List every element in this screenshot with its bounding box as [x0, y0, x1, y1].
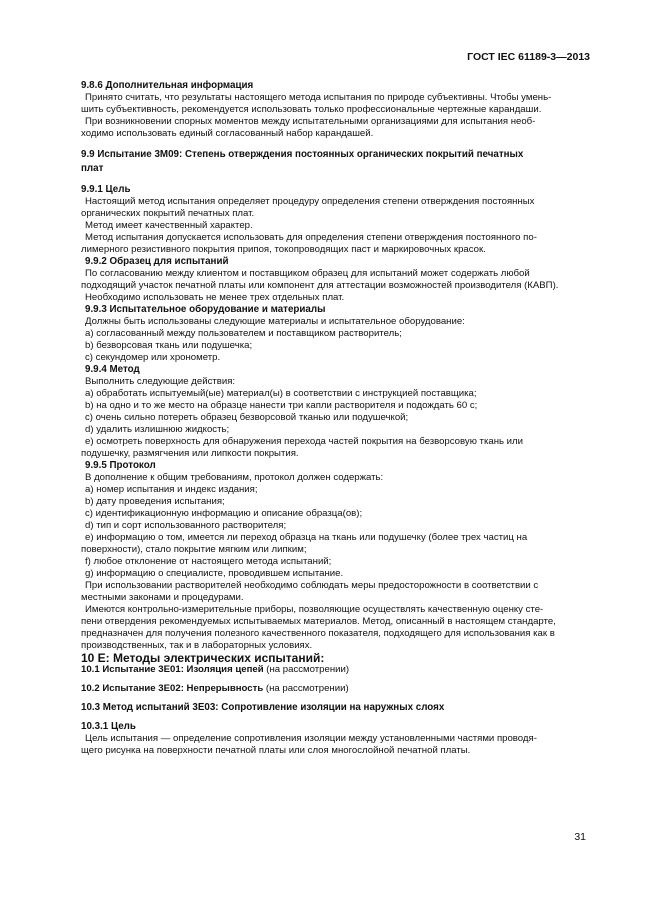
- list-item: a) обработать испытуемый(ые) материал(ы) в соответствии с инструкцией поставщика;: [85, 388, 477, 399]
- list-item-cont: поверхности), стало покрытие мягким или липким;: [81, 544, 307, 555]
- paragraph-line: По согласованию между клиентом и поставщиком образец для испытаний может содержать любой: [85, 268, 530, 279]
- paragraph-line: местными законами и процедурами.: [81, 592, 244, 603]
- list-item: f) любое отклонение от настоящего метода испытаний;: [85, 556, 332, 567]
- paragraph-line: При использовании растворителей необходимо соблюдать меры предосторожности в соответствии с: [85, 580, 539, 591]
- paragraph-line: Метод испытания допускается использовать для определения степени отверждения постоянного по-: [85, 232, 537, 243]
- paragraph-line: щего рисунка на поверхности печатной платы или слоя многослойной печатной платы.: [81, 745, 471, 756]
- document-header: ГОСТ IEC 61189-3—2013: [467, 51, 590, 63]
- heading-9-9-cont: плат: [81, 163, 104, 174]
- list-item: c) идентификационную информацию и описание образца(ов);: [85, 508, 363, 519]
- paragraph-line: подходящий участок печатной платы или компонент для аттестации возможностей производителя (КАВП).: [81, 280, 559, 291]
- paragraph-line: Должны быть использованы следующие материалы и испытательное оборудование:: [85, 316, 465, 327]
- paragraph-line: При возникновении спорных моментов между испытательными организациями для испытания необ-: [85, 116, 536, 127]
- heading-9-9-4: 9.9.4 Метод: [85, 364, 140, 375]
- paragraph-line: Метод имеет качественный характер.: [85, 220, 253, 231]
- list-item: b) на одно и то же место на образце нанести три капли растворителя и подождать 60 с;: [85, 400, 478, 411]
- list-item: a) номер испытания и индекс издания;: [85, 484, 258, 495]
- list-item: g) информацию о специалисте, проводившем испытание.: [85, 568, 344, 579]
- paragraph-line: Принято считать, что результаты настоящего метода испытания по природе субъективны. Чтобы умень-: [85, 92, 552, 103]
- paragraph-line: предназначен для получения полезного качественного показателя, подходящего для использования как в: [81, 628, 555, 639]
- paragraph-line: Настоящий метод испытания определяет процедуру определения степени отверждения постоянных: [85, 196, 535, 207]
- document-body: [81, 80, 591, 757]
- item-10-1-title: 10.1 Испытание 3E01: Изоляция цепей: [81, 664, 264, 675]
- item-10-1-note: (на рассмотрении): [263, 664, 350, 675]
- paragraph-line: органических покрытий печатных плат.: [81, 208, 255, 219]
- paragraph-line: лимерного резистивного покрытия припоя, токопроводящих паст и маркировочных красок.: [81, 244, 486, 255]
- paragraph-line: Цель испытания — определение сопротивления изоляции между установленными частями проводя-: [85, 733, 537, 744]
- section-10-heading: 10 E: Методы электрических испытаний:: [81, 651, 325, 665]
- heading-9-8-6: 9.8.6 Дополнительная информация: [81, 80, 254, 91]
- heading-9-9: 9.9 Испытание 3М09: Степень отверждения постоянных органических покрытий печатных: [81, 149, 524, 160]
- list-item: d) удалить излишнюю жидкость;: [85, 424, 230, 435]
- list-item-cont: подушечку, размягчения или липкости покрытия.: [81, 448, 299, 459]
- list-item: c) очень сильно потереть образец безворсовой тканью или подушечкой;: [85, 412, 409, 423]
- heading-9-9-1: 9.9.1 Цель: [81, 184, 131, 195]
- heading-9-9-5: 9.9.5 Протокол: [85, 460, 156, 471]
- list-item: d) тип и сорт использованного растворителя;: [85, 520, 287, 531]
- item-10-2-note: (на рассмотрении): [263, 683, 349, 694]
- heading-9-9-3: 9.9.3 Испытательное оборудование и материалы: [85, 304, 326, 315]
- page-number: 31: [574, 831, 586, 843]
- list-item: b) безворсовая ткань или подушечка;: [85, 340, 253, 351]
- paragraph-line: шить субъективность, рекомендуется использовать только профессиональные чертежные карандаши.: [81, 104, 542, 115]
- list-item: a) согласованный между пользователем и поставщиком растворитель;: [85, 328, 402, 339]
- heading-10-3-1: 10.3.1 Цель: [81, 721, 136, 732]
- list-item: e) информацию о том, имеется ли переход образца на ткань или подушечку (более трех частиц на: [85, 532, 528, 543]
- paragraph-line: Имеются контрольно-измерительные приборы, позволяющие осуществлять качественную оценку сте-: [85, 604, 544, 615]
- item-10-2: [81, 683, 591, 695]
- paragraph-line: Выполнить следующие действия:: [85, 376, 236, 387]
- item-10-2-title: 10.2 Испытание 3E02: Непрерывность: [81, 683, 264, 694]
- list-item: e) осмотреть поверхность для обнаружения перехода частей покрытия на безворсовую ткань или: [85, 436, 523, 447]
- item-10-3: 10.3 Метод испытаний 3E03: Сопротивление изоляции на наружных слоях: [81, 702, 445, 713]
- heading-9-9-2: 9.9.2 Образец для испытаний: [85, 256, 229, 267]
- paragraph-line: производственных, так и в лабораторных условиях.: [81, 640, 313, 651]
- list-item: c) секундомер или хронометр.: [85, 352, 221, 363]
- item-10-1: [81, 664, 591, 676]
- paragraph-line: ходимо использовать единый согласованный набор карандашей.: [81, 128, 374, 139]
- paragraph-line: Необходимо использовать не менее трех отдельных плат.: [85, 292, 345, 303]
- list-item: b) дату проведения испытания;: [85, 496, 225, 507]
- paragraph-line: В дополнение к общим требованиям, протокол должен содержать:: [85, 472, 384, 483]
- paragraph-line: пени отвердения рекомендуемых испытываемых материалов. Метод, описанный в настоящем стандарте,: [81, 616, 556, 627]
